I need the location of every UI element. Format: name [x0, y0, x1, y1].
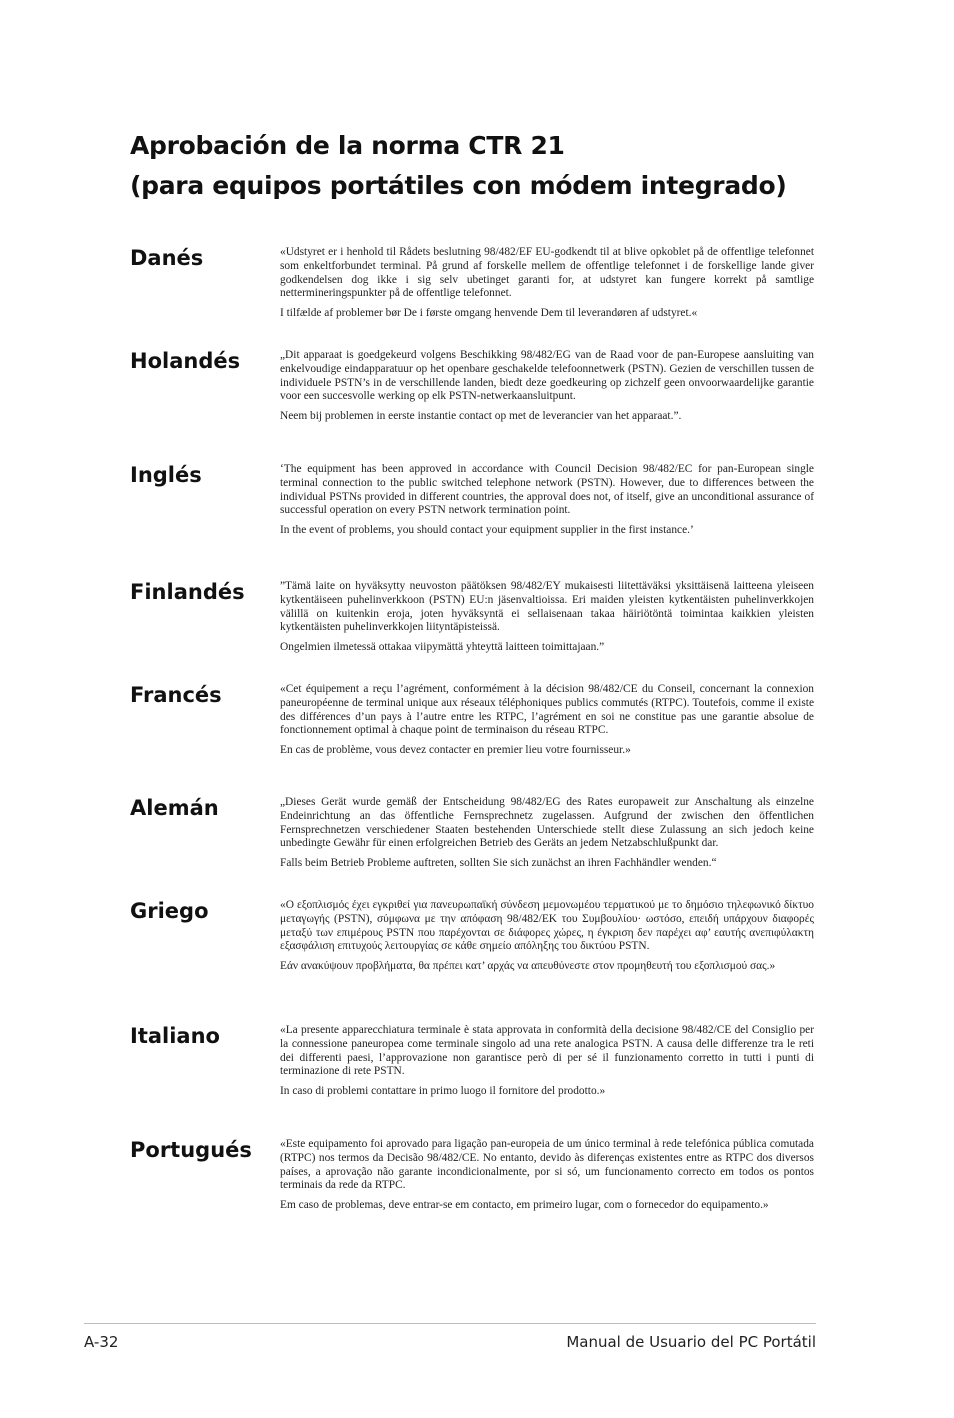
language-heading: Inglés [130, 463, 202, 487]
paragraph: «Este equipamento foi aprovado para ligação pan-europeia de um único terminal à rede telefónica pública comutada (RTPC) nos termos da Decisão 98/482/CE. No entanto, devido às diferenças existentes entre as RTPC dos diversos países, a aprovação não garante incondicionalmente, por si só, um funcionamento correcto em todos os pontos terminais da rede da RTPC. [280, 1138, 814, 1192]
approval-text [280, 899, 814, 980]
paragraph: «Udstyret er i henhold til Rådets beslutning 98/482/EF EU-godkendt til at blive opkoblet på de offentlige telefonnet som enkeltforbundet terminal. På grund af forskelle mellem de offentlige telefonnet i de forskellige lande giver godkendelsen dog ikke i sig selv ubetinget garanti for, at udstyret kan fungere korrekt på samtlige nettermineringspunkter på de offentlige telefonnet. [280, 246, 814, 300]
approval-text [280, 796, 814, 877]
manual-title: Manual de Usuario del PC Portátil [566, 1333, 816, 1351]
paragraph: In the event of problems, you should contact your equipment supplier in the first instance.’ [280, 524, 694, 537]
language-heading: Griego [130, 899, 209, 923]
approval-text [280, 463, 814, 544]
approval-text [280, 1138, 814, 1219]
paragraph: Εάν ανακύψουν προβλήματα, θα πρέπει κατ’ αρχάς να απευθύνεστε στον προμηθευτή του εξοπλισμού σας.» [280, 960, 776, 973]
paragraph: „Dieses Gerät wurde gemäß der Entscheidung 98/482/EG des Rates europaweit zur Anschaltung als einzelne Endeinrichtung an das öffentliche Fernsprechnetz zugelassen. Aufgrund der zwischen den öffentlichen Fernsprechnetzen verschiedener Staaten bestehenden Unterschiede stellt diese Zulassung an sich jedoch keine unbedingte Gewähr für einen erfolgreichen Betrieb des Geräts an jedem Netzabschlußpunkt dar. [280, 796, 814, 850]
paragraph: I tilfælde af problemer bør De i første omgang henvende Dem til leverandøren af udstyret.« [280, 307, 698, 320]
language-heading: Francés [130, 683, 222, 707]
language-heading: Finlandés [130, 580, 245, 604]
paragraph: Ongelmien ilmetessä ottakaa viipymättä yhteyttä laitteen toimittajaan.” [280, 641, 605, 654]
paragraph: Neem bij problemen in eerste instantie contact op met de leverancier van het apparaat.”. [280, 410, 682, 423]
language-heading: Danés [130, 246, 204, 270]
paragraph: In caso di problemi contattare in primo luogo il fornitore del prodotto.» [280, 1085, 606, 1098]
language-heading: Portugués [130, 1138, 252, 1162]
paragraph: ‘The equipment has been approved in accordance with Council Decision 98/482/EC for pan-European single terminal connection to the public switched telephone network (PSTN). However, due to differences between the individual PSTNs provided in different countries, the approval does not, of itself, give an unconditional assurance of successful operation on every PSTN network termination point. [280, 463, 814, 517]
page-number: A-32 [84, 1333, 119, 1351]
paragraph: En cas de problème, vous devez contacter en premier lieu votre fournisseur.» [280, 744, 631, 757]
paragraph: Em caso de problemas, deve entrar-se em contacto, em primeiro lugar, com o fornecedor do equipamento.» [280, 1199, 769, 1212]
approval-text [280, 683, 814, 764]
footer-divider [84, 1323, 816, 1324]
paragraph: ”Tämä laite on hyväksytty neuvoston päätöksen 98/482/EY mukaisesti liitettäväksi yksittäisenä laitteena yleiseen kytkentäiseen puhelinverkkoon (PSTN) EU:n jäsenvaltioissa. Eri maiden yleisten kytkentäisten puhelinverkkojen välillä on kuitenkin eroja, joten hyväksyntä ei sellaisenaan takaa häiriötöntä toimintaa kaikkien yleisten kytkentäisten puhelinverkkojen liityntäpisteissä. [280, 580, 814, 634]
language-heading: Italiano [130, 1024, 220, 1048]
paragraph: „Dit apparaat is goedgekeurd volgens Beschikking 98/482/EG van de Raad voor de pan-Europese aansluiting van enkelvoudige eindapparatuur op het openbare geschakelde telefoonnetwerk (PSTN). Gezien de verschillen tussen de individuele PSTN’s in de verschillende landen, biedt deze goedkeuring op zichzelf geen onvoorwaardelijke garantie voor een succesvolle werking op elk PSTN-netwerkaansluitpunt. [280, 349, 814, 403]
paragraph: Falls beim Betrieb Probleme auftreten, sollten Sie sich zunächst an ihren Fachhändler wenden.“ [280, 857, 717, 870]
page-title-line-2: (para equipos portátiles con módem integrado) [130, 171, 787, 200]
paragraph: «La presente apparecchiatura terminale è stata approvata in conformità della decisione 98/482/CE del Consiglio per la connessione paneuropea come terminale singolo ad una rete analogica PSTN. A causa delle differenze tra le reti dei differenti paesi, l’approvazione non garantisce però di per sé il funzionamento corretto in tutti i punti di terminazione di rete PSTN. [280, 1024, 814, 1078]
language-heading: Alemán [130, 796, 219, 820]
approval-text [280, 580, 814, 661]
page-title [130, 126, 787, 206]
page-title-line-1: Aprobación de la norma CTR 21 [130, 131, 565, 160]
paragraph: «Ο εξοπλισμός έχει εγκριθεί για πανευρωπαϊκή σύνδεση μεμονωμέου τερματικού με το δημόσιο τηλεφωνικό δίκτυο μεταγωγής (PSTN), σύμφωνα με την απόφαση 98/482/ΕΚ του Συμβουλίου· ωστόσο, επειδή υπάρχουν διαφορές μεταξύ των επιμέρους PSTN που παρέχονται σε διάφορες χώρες, η έγκριση δεν παρέχει αφ’ εαυτής ανεπιφύλακτη εξασφάλιση επιτυχούς λειτουργίας σε κάθε σημείο απόληξης του δικτύου PSTN. [280, 899, 814, 953]
approval-text [280, 246, 814, 327]
paragraph: «Cet équipement a reçu l’agrément, conformément à la décision 98/482/CE du Conseil, concernant la connexion paneuropéenne de terminal unique aux réseaux téléphoniques publics commutés (RTPC). Toutefois, comme il existe des différences d’un pays à l’autre entre les RTPC, l’agrément en soi ne constitue pas une garantie absolue de fonctionnement optimal à chaque point de terminaison du réseau RTPC. [280, 683, 814, 737]
language-heading: Holandés [130, 349, 241, 373]
approval-text [280, 349, 814, 430]
approval-text [280, 1024, 814, 1105]
